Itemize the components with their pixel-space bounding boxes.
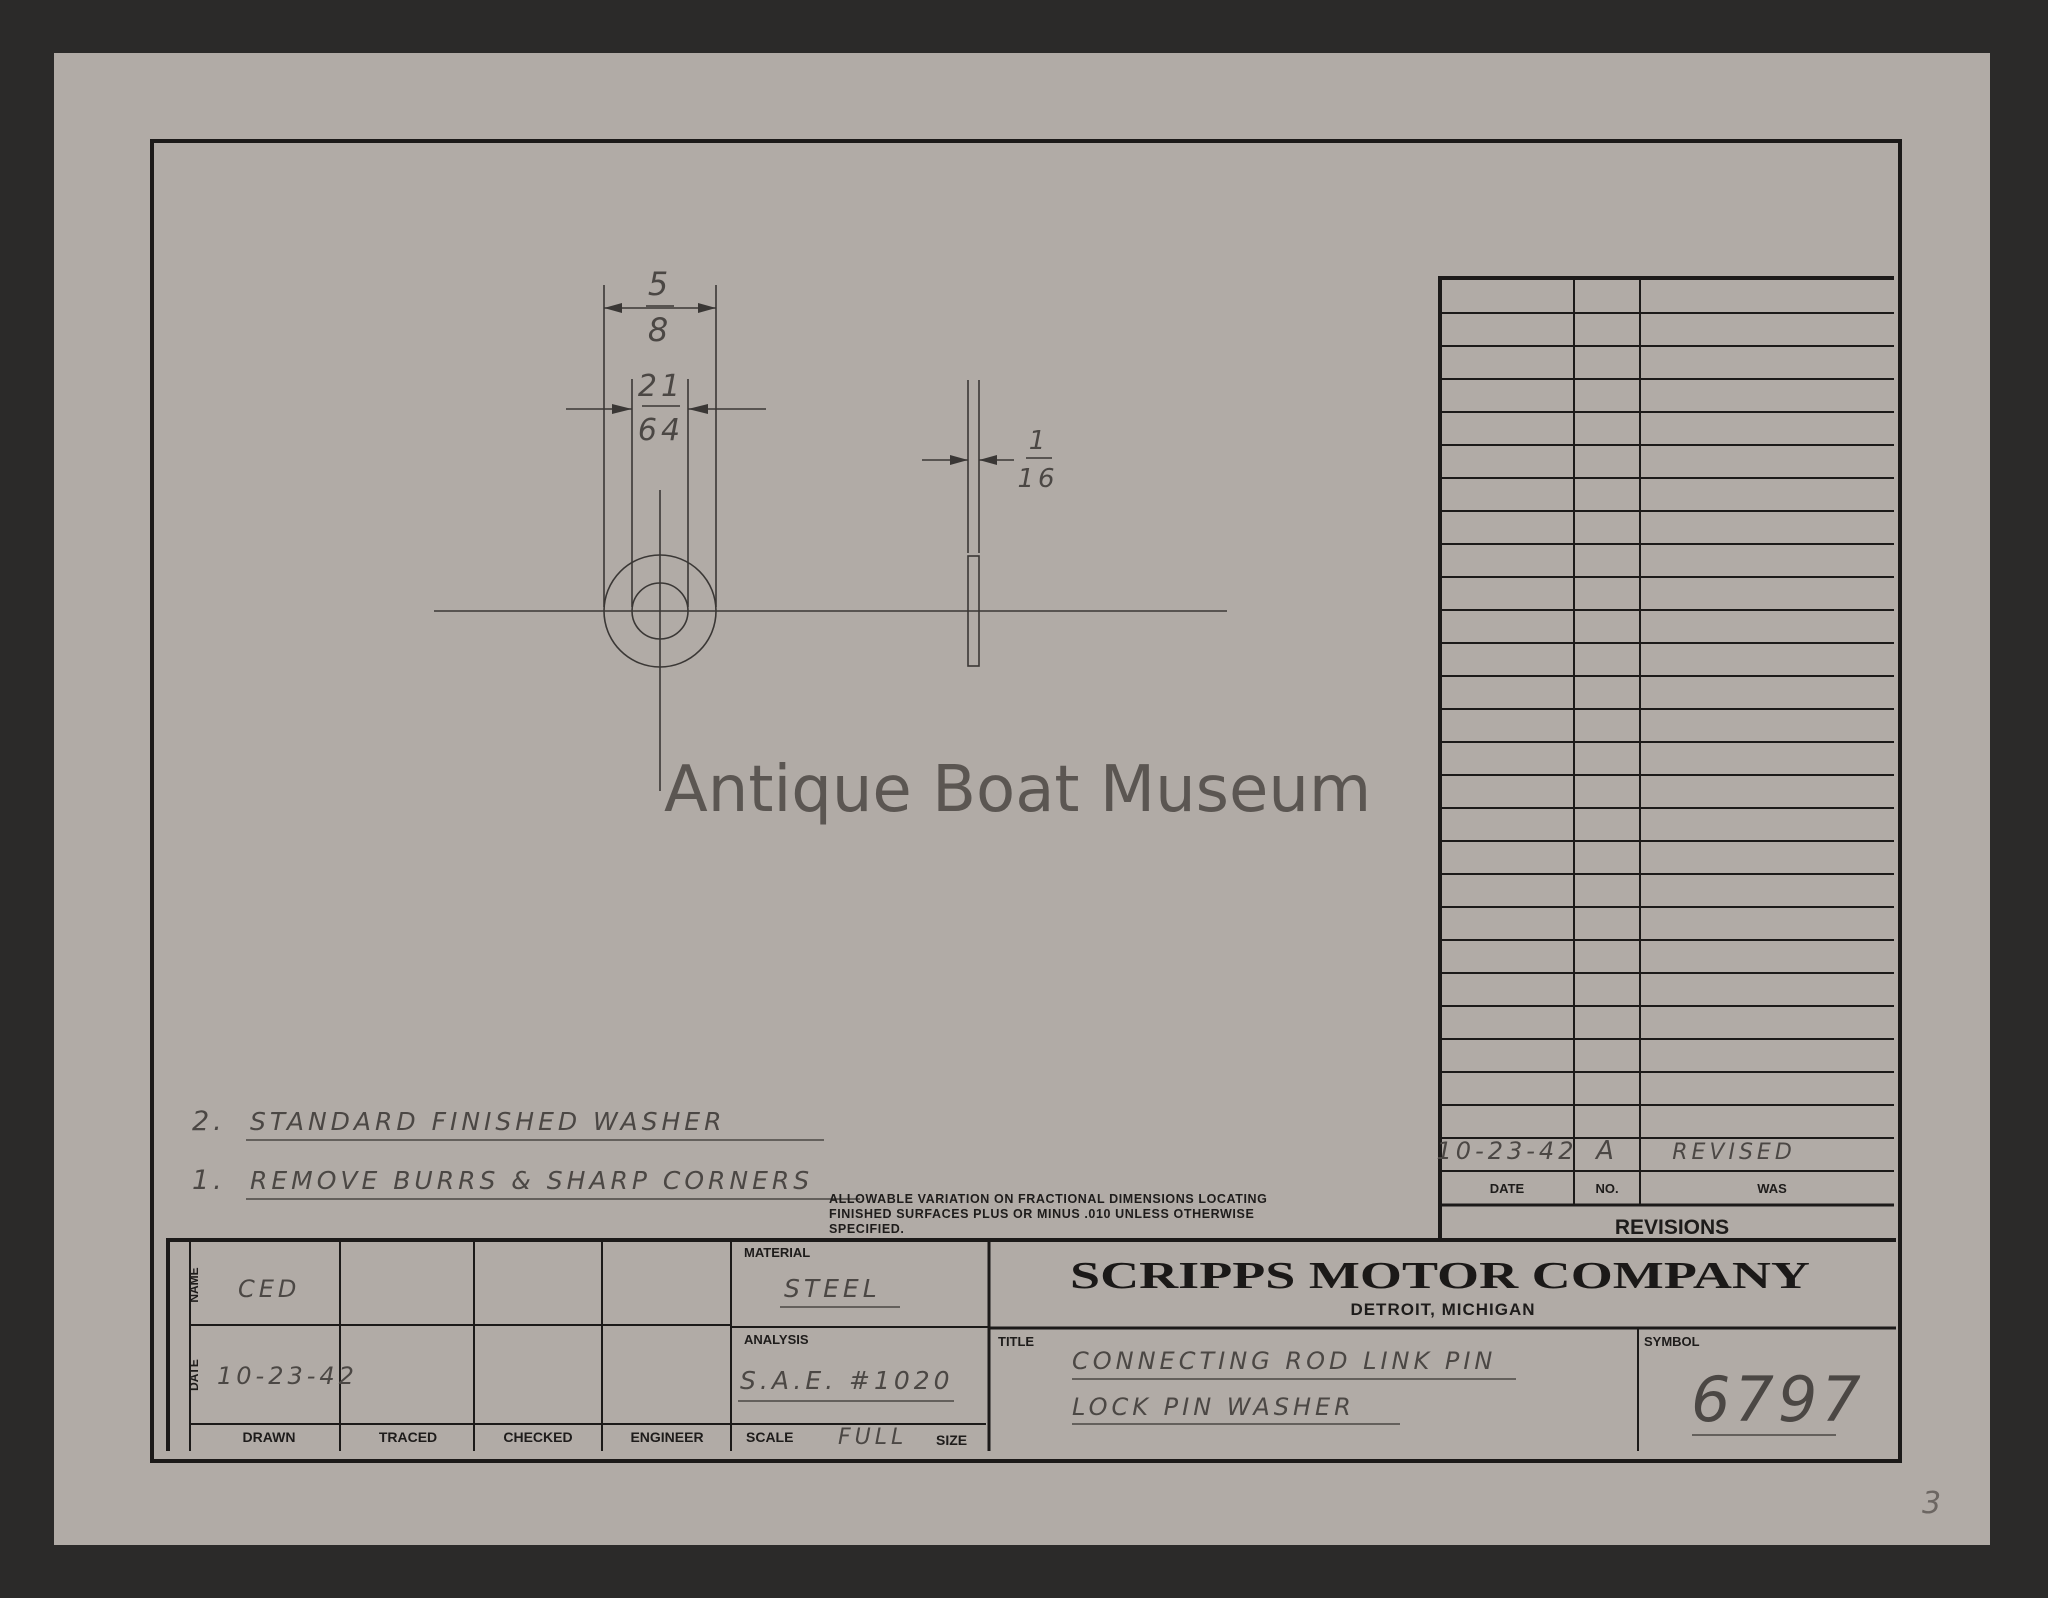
revisions-title: REVISIONS: [1614, 1216, 1730, 1239]
dimension-inner-num: 21: [637, 369, 685, 404]
drawn-by-name: CED: [238, 1275, 301, 1303]
revision-number: A: [1596, 1136, 1618, 1166]
note-2-text: STANDARD FINISHED WASHER: [250, 1107, 726, 1136]
engineering-drawing: [54, 53, 1990, 1545]
dimension-outer-den: 8: [647, 311, 673, 349]
revision-was: REVISED: [1672, 1140, 1796, 1165]
symbol-label: SYMBOL: [1644, 1334, 1700, 1349]
company-name: SCRIPPS MOTOR COMPANY: [1070, 1255, 1810, 1297]
arrowhead: [604, 303, 622, 313]
title-label: TITLE: [998, 1334, 1035, 1349]
note-1-number: 1.: [192, 1165, 226, 1196]
note-2-number: 2.: [192, 1106, 226, 1137]
washer-front-view: [434, 285, 1227, 791]
scale-value: FULL: [838, 1425, 908, 1450]
revisions-table: [1438, 278, 1894, 1240]
material-label: MATERIAL: [744, 1245, 811, 1260]
dimension-inner-den: 64: [637, 413, 685, 448]
column-checked: CHECKED: [503, 1429, 573, 1445]
revision-date: 10-23-42: [1436, 1137, 1578, 1165]
symbol-value: 6797: [1691, 1363, 1865, 1436]
dimension-outer-num: 5: [647, 265, 673, 303]
company-location: DETROIT, MICHIGAN: [1350, 1300, 1536, 1319]
watermark: Antique Boat Museum: [664, 753, 1372, 827]
analysis-label: ANALYSIS: [744, 1332, 809, 1347]
material-value: STEEL: [784, 1274, 881, 1303]
arrowhead: [688, 404, 708, 414]
column-drawn: DRAWN: [242, 1429, 296, 1445]
tolerance-line-3: SPECIFIED.: [829, 1222, 905, 1236]
drawn-date: 10-23-42: [217, 1362, 358, 1390]
analysis-value: S.A.E. #1020: [740, 1366, 954, 1395]
revisions-row-lines: [1440, 313, 1894, 1205]
row-label-date: DATE: [187, 1359, 201, 1391]
scale-label: SCALE: [746, 1429, 794, 1445]
dimension-thickness-den: 16: [1017, 464, 1059, 494]
column-engineer: ENGINEER: [630, 1429, 704, 1445]
size-label: SIZE: [936, 1432, 968, 1448]
dimension-arrows-side: [950, 455, 997, 465]
revisions-header-date: DATE: [1489, 1181, 1525, 1196]
note-1-text: REMOVE BURRS & SHARP CORNERS: [250, 1166, 814, 1195]
arrowhead: [612, 404, 632, 414]
arrowhead: [950, 455, 968, 465]
sheet-number: 3: [1922, 1486, 1946, 1521]
arrowhead: [698, 303, 716, 313]
arrowhead: [979, 455, 997, 465]
washer-side-view: [922, 380, 1014, 666]
revisions-header-was: WAS: [1757, 1181, 1787, 1196]
row-label-name: NAME: [187, 1267, 201, 1303]
tolerance-line-2: FINISHED SURFACES PLUS OR MINUS .010 UNLESS OTHERWISE: [829, 1207, 1255, 1221]
title-line-1: CONNECTING ROD LINK PIN: [1072, 1347, 1497, 1375]
dimension-thickness-num: 1: [1028, 426, 1050, 456]
revisions-header-no: NO.: [1595, 1181, 1619, 1196]
column-traced: TRACED: [378, 1429, 438, 1445]
drawing-sheet: [54, 53, 1990, 1545]
tolerance-line-1: ALLOWABLE VARIATION ON FRACTIONAL DIMENSIONS LOCATING: [829, 1192, 1268, 1206]
title-line-2: LOCK PIN WASHER: [1072, 1393, 1355, 1421]
